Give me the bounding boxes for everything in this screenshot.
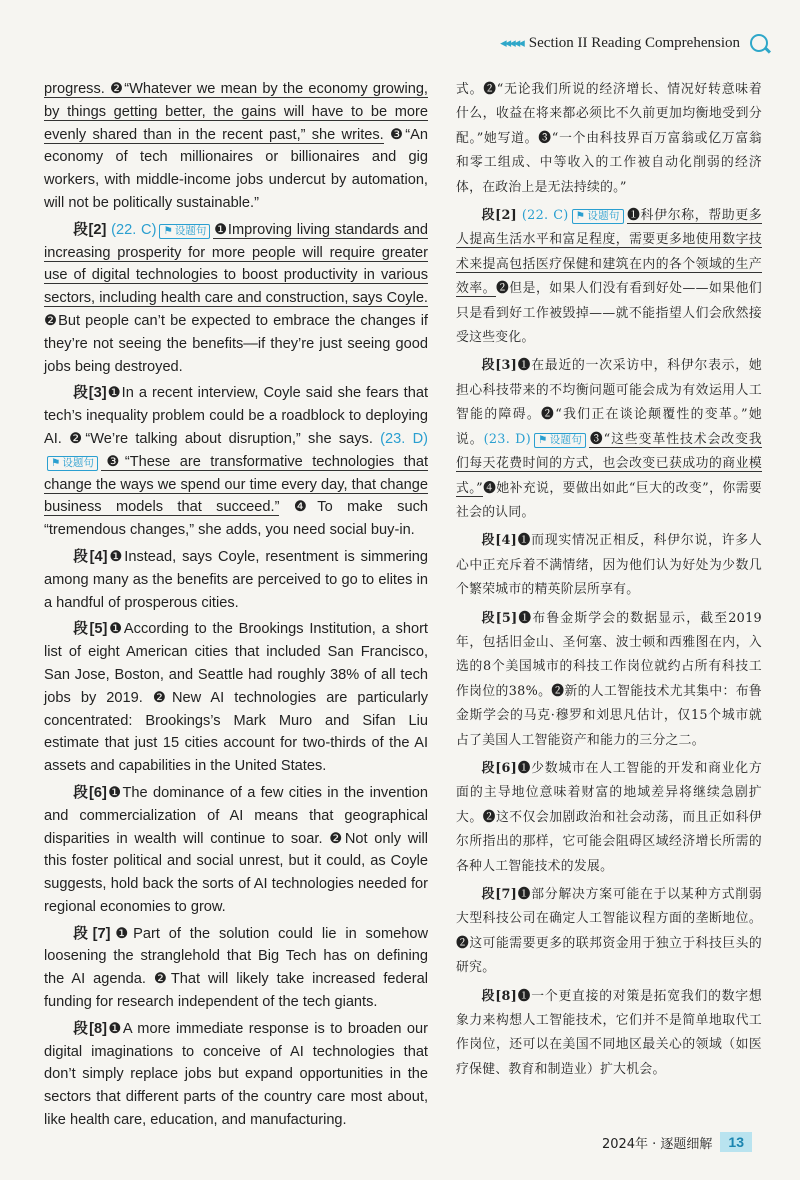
chinese-column <box>456 78 762 1086</box>
section-header <box>500 34 768 52</box>
en-paragraph-7 <box>44 923 428 1014</box>
zh-p2-rest: ❷但是，如果人们没有看到好处——如果他们只是看到好工作被毁掉——就不能指望人们会欣然接受这些变化。 <box>456 281 763 346</box>
en-p3-underlined: ❸“These are transformative technologies that change the ways we spend our time every day, that change business models that succeed.” <box>44 453 428 516</box>
en-paragraph-5 <box>44 618 428 778</box>
zh-p2-label: 段[2] <box>481 208 518 224</box>
zh-p6-text: ❶少数城市在人工智能的开发和商业化方面的主导地位意味着财富的地域差异将继续急剧扩大。❷这不仅会加剧政治和社会动荡，而且正如科伊尔所指出的那样，它可能会阻碍区域经济增长所需的各种人工智能技术的发展。 <box>456 760 763 874</box>
zh-paragraph-7 <box>456 883 762 981</box>
zh-p4-label: 段[4] <box>481 533 518 549</box>
en-p3-c: ❹To make such “tremendous changes,” she adds, you need social buy-in. <box>44 499 428 539</box>
en-p3-a: ❶In a recent interview, Coyle said she fears that tech’s inequality problem could be a roadblock to deploying AI. ❷“We’re talking about disruption,” she says. <box>44 385 428 447</box>
en-p2-label: 段[2] <box>73 221 107 238</box>
en-p6-text: ❶The dominance of a few cities in the invention and commercialization of AI means that geographical disparities in wealth will continue to soar. ❷Not only will this foster political and social unrest, but it could, as Coyle suggests, hold back the sorts of AI technologies needed for regional economies to grow. <box>44 784 428 915</box>
zh-p1-text: 式。❷“无论我们所说的经济增长、情况好转意味着什么，收益在将来都必须比不久前更加均衡地受到分配。”她写道。 <box>456 82 762 146</box>
page-footer <box>602 1132 752 1152</box>
en-p2-rest: ❷But people can’t be expected to embrace the changes if they’re not seeing the benefits—if they’re just seeing good jobs being destroyed. <box>44 312 428 375</box>
question-flag-icon: ⚑ 设题句 <box>572 209 624 224</box>
zh-paragraph-5 <box>456 607 762 753</box>
zh-p3-underlined: ❸“这些变革性技术会改变我们每天花费时间的方式，也会改变已获成功的商业模式。” <box>456 431 762 496</box>
zh-p5-text: ❶布鲁金斯学会的数据显示，截至2019年，包括旧金山、圣何塞、波士顿和西雅图在内，入选的8个美国城市的科技工作岗位就约占所有科技工作岗位的38%。❷新的人工智能技术尤其集中：布鲁金斯学会的马克·穆罗和刘思凡估计，仅15个城市就占了美国人工智能资产和能力的三分之二。 <box>456 610 762 748</box>
zh-p1-rest: ❸“一个由科技界百万富翁或亿万富翁和零工组成、中等收入的工作被自动化削弱的经济体，在政治上是无法持续的。” <box>456 130 762 195</box>
en-paragraph-6 <box>44 782 428 919</box>
zh-p7-label: 段[7] <box>481 887 518 902</box>
en-p8-text: ❶A more immediate response is to broaden our digital imaginations to conceive of AI technologies that don’t simply replace jobs but expand opportunities in the sectors that different parts of the country care most about, like health care, education, and manufacturing. <box>44 1020 429 1129</box>
zh-p3-c: ❹她补充说，要做出如此“巨大的改变”，你需要社会的认同。 <box>456 480 762 520</box>
en-p3-answer-tag: (23. D) <box>380 430 428 447</box>
zh-paragraph-8 <box>456 985 762 1083</box>
zh-p2-underlined: ❶科伊尔称，帮助更多人提高生活水平和富足程度，需要更多地使用数字技术来提高包括医疗保健和建筑在内的各个领域的生产效率。 <box>456 208 763 297</box>
en-p5-label: 段[5] <box>73 621 108 638</box>
en-paragraph-8 <box>44 1018 428 1132</box>
zh-p2-answer-tag: (22. C) <box>521 208 569 224</box>
question-flag-icon: ⚑ 设题句 <box>47 456 98 471</box>
en-p3-label: 段[3] <box>73 385 107 402</box>
zh-paragraph-6 <box>456 757 762 879</box>
zh-p4-text: ❶而现实情况正相反，科伊尔说，许多人心中正充斥着不满情绪，因为他们认为好处为少数几个繁荣城市的精英阶层所享有。 <box>456 533 763 598</box>
zh-p8-label: 段[8] <box>481 988 518 1004</box>
zh-p3-answer-tag: (23. D) <box>483 431 532 447</box>
en-paragraph-3 <box>44 382 428 542</box>
zh-paragraph-3 <box>456 354 762 525</box>
en-p8-label: 段[8] <box>73 1020 108 1037</box>
footer-label: 2024年 · 逐题细解 <box>601 1136 713 1152</box>
en-p4-text: ❶Instead, says Coyle, resentment is simmering among many as the benefits are perceived to go to elites in a handful of prosperous cities. <box>44 548 428 611</box>
page-number: 13 <box>720 1132 752 1152</box>
zh-paragraph-4 <box>456 529 762 602</box>
zh-p3-label: 段[3] <box>481 358 518 374</box>
en-paragraph-1 <box>44 78 428 215</box>
zh-p7-text: ❶部分解决方案可能在于以某种方式削弱大型科技公司在确定人工智能议程方面的垄断地位。❷这可能需要更多的联邦资金用于独立于科技巨头的研究。 <box>456 887 763 976</box>
en-paragraph-2 <box>44 219 428 379</box>
arrow-decoration-icon: ◂◂◂◂◂ <box>500 35 523 50</box>
zh-p3-a: ❶在最近的一次采访中，科伊尔表示，她担心科技带来的不均衡问题可能会成为有效运用人工智能的障碍。❷“我们正在谈论颠覆性的变革。”她说。 <box>456 358 763 447</box>
en-p6-label: 段[6] <box>73 784 107 801</box>
en-p5-text: ❶According to the Brookings Institution, a short list of eight American cities that included San Francisco, San Jose, Boston, and Seattle had roughly 38% of all tech jobs by 2019. ❷New AI technologies are particularly concentrated: Brookings’s Mark Muro and Sifan Liu estimate that just 15 cities account for two-thirds of the AI assets and capabilities in the United States. <box>44 621 428 775</box>
english-column <box>44 78 428 1136</box>
en-p4-label: 段[4] <box>73 548 108 565</box>
zh-p8-text: ❶一个更直接的对策是拓宽我们的数字想象力来构想人工智能技术，它们并不是简单地取代工作岗位，还可以在美国不同地区最关心的领域（如医疗保健、教育和制造业）扩大机会。 <box>456 988 763 1077</box>
search-magnifier-icon <box>750 34 768 52</box>
section-title: Section II Reading Comprehension <box>528 34 740 51</box>
question-flag-icon: ⚑ 设题句 <box>534 433 586 448</box>
en-p1-underlined: progress. ❷“Whatever we mean by the economy growing, by things getting better, the gains will have to be more evenly shared than in the recent past,” she writes. <box>44 81 428 143</box>
en-p2-underlined: ❶Improving living standards and increasing prosperity for more people will require greater use of digital technologies to boost productivity in various sectors, including health care and construction, says Coyle. <box>44 221 428 307</box>
zh-paragraph-1 <box>456 78 762 200</box>
zh-p6-label: 段[6] <box>481 760 518 776</box>
en-paragraph-4 <box>44 546 428 614</box>
question-flag-icon: ⚑ 设题句 <box>159 224 210 239</box>
en-p7-label: 段[7] <box>73 925 111 942</box>
en-p7-text: ❶Part of the solution could lie in somehow loosening the stranglehold that Big Tech has on defining the AI agenda. ❷That will likely take increased federal funding for research independent of the tech giants. <box>44 925 429 1011</box>
en-p2-answer-tag: (22. C) <box>111 221 157 238</box>
zh-paragraph-2 <box>456 204 762 350</box>
zh-p5-label: 段[5] <box>481 610 518 626</box>
en-p1-rest: ❸“An economy of tech millionaires or billionaires and gig workers, with middle-income jobs undercut by automation, will not be politically sustainable.” <box>44 126 429 211</box>
